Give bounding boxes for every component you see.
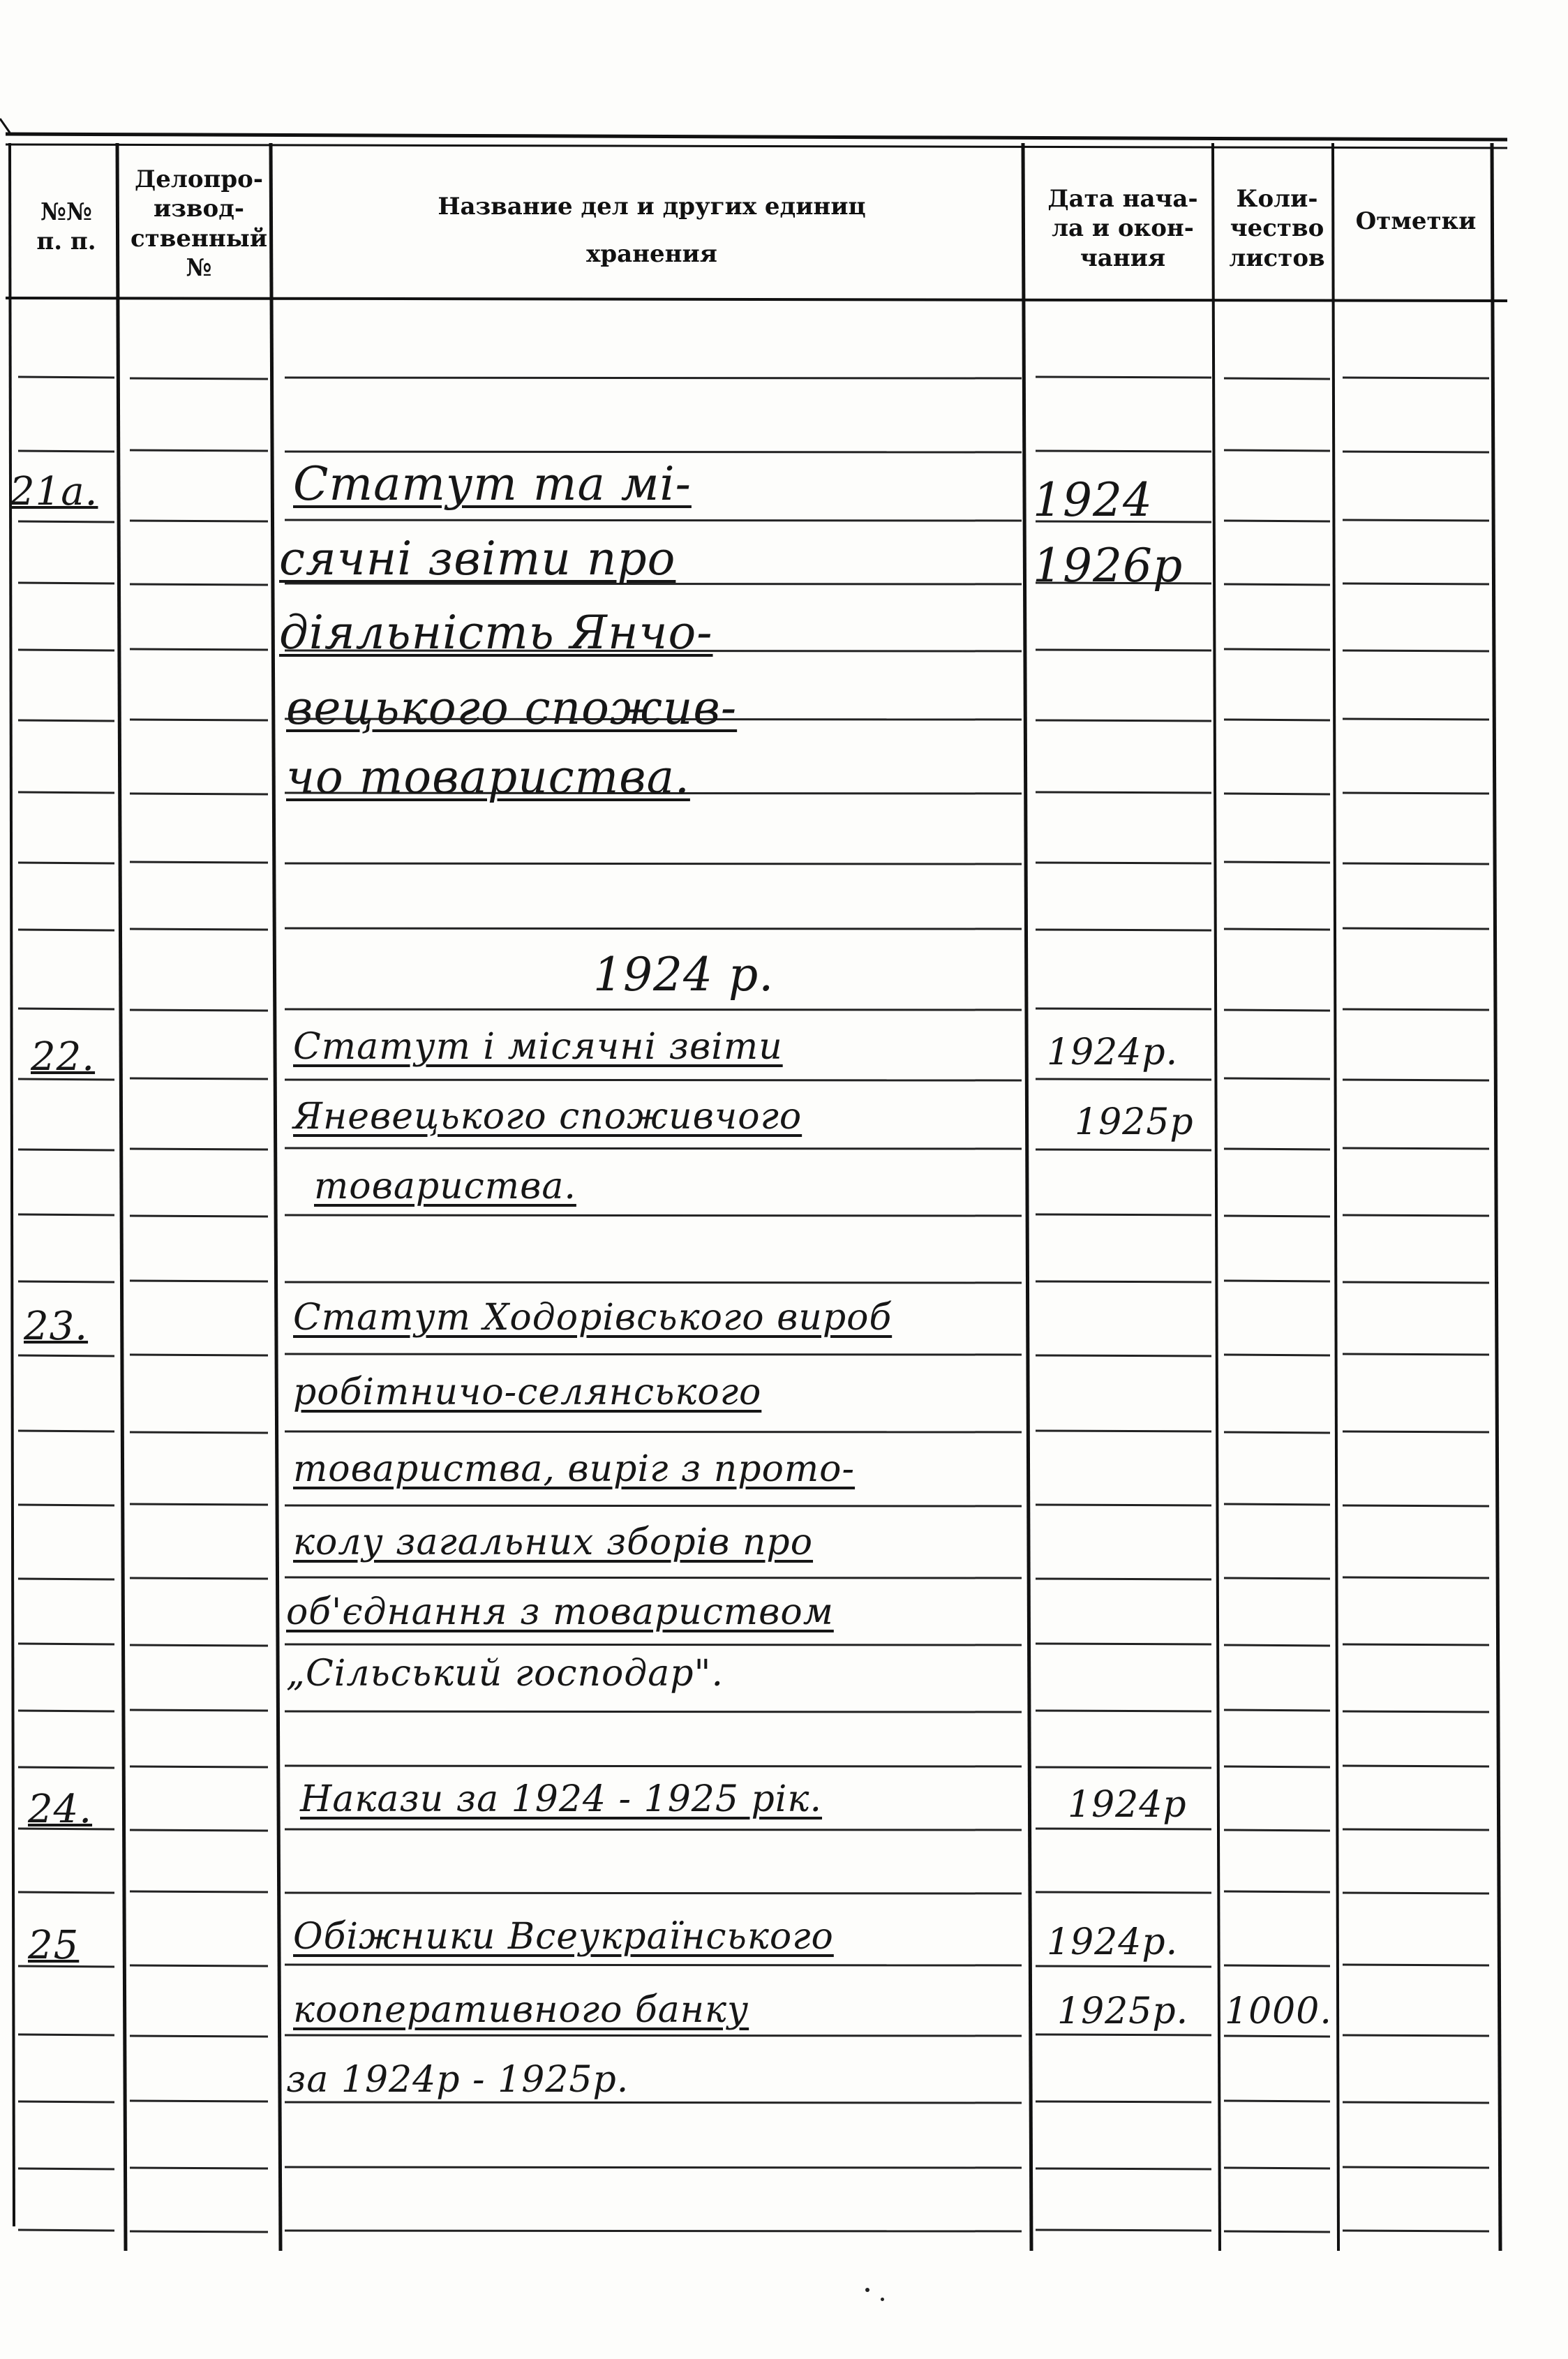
ruling-line — [285, 2035, 1022, 2036]
ruling-line — [18, 1281, 114, 1282]
header-col-dates: Дата нача- ла и окон- чания — [1047, 184, 1198, 272]
ruling-line — [18, 377, 114, 378]
ruling-line — [130, 1432, 268, 1433]
ruling-line — [285, 2167, 1022, 2168]
ruling-line — [130, 1830, 268, 1831]
ruling-line — [1036, 451, 1211, 452]
ruling-line — [1343, 719, 1489, 720]
ruling-line — [1343, 2102, 1489, 2103]
ruling-line — [1036, 2230, 1211, 2231]
entry-number: 24. — [28, 1787, 93, 1832]
entry-date-end: 1925р — [1075, 1101, 1194, 1143]
ruling-line — [1036, 1767, 1211, 1768]
entry-date-end: 1925р. — [1057, 1990, 1189, 2032]
entry-title-line: кооперативного банку — [293, 1989, 749, 2031]
ruling-line — [1343, 1148, 1489, 1149]
ruling-line — [130, 1010, 268, 1011]
ruling-line — [18, 2034, 114, 2035]
ruling-line — [285, 1431, 1022, 1432]
entry-number: 25 — [28, 1923, 80, 1968]
ruling-line — [1224, 1504, 1330, 1505]
entry-title-line: Накази за 1924 - 1925 рік. — [300, 1778, 823, 1820]
ruling-line — [1224, 649, 1330, 650]
ruling-line — [285, 1505, 1022, 1506]
ruling-line — [1343, 2035, 1489, 2036]
ruling-line — [130, 1645, 268, 1646]
ruling-line — [18, 1149, 114, 1150]
ruling-line — [18, 521, 114, 522]
ruling-line — [18, 2168, 114, 2169]
ruling-line — [1343, 520, 1489, 521]
entry-title-line: чо товариства. — [286, 750, 690, 804]
ruling-line — [285, 1215, 1022, 1216]
ruling-line — [1036, 2034, 1211, 2035]
ruling-line — [1224, 2036, 1330, 2037]
scan-speck — [881, 2298, 884, 2301]
ruling-line — [285, 863, 1022, 864]
ruling-line — [1036, 720, 1211, 721]
entry-title-line: „Сільський господар". — [286, 1653, 724, 1695]
entry-date-end: 1926р — [1033, 539, 1184, 593]
ruling-line — [1224, 2231, 1330, 2232]
ruling-line — [285, 1644, 1022, 1645]
ruling-line — [1224, 1578, 1330, 1579]
header-col-office-num: Делопро- извод- ственный № — [130, 165, 268, 282]
ruling-line — [18, 1892, 114, 1893]
ruling-line — [1224, 1710, 1330, 1711]
entry-date-start: 1924 — [1033, 473, 1153, 527]
ruling-line — [1036, 1214, 1211, 1215]
ruling-line — [285, 1354, 1022, 1355]
ruling-line — [18, 451, 114, 452]
ruling-line — [18, 1767, 114, 1768]
ruling-line — [130, 450, 268, 451]
ruling-line — [1224, 929, 1330, 930]
ruling-line — [1036, 1892, 1211, 1893]
ruling-line — [1224, 1965, 1330, 1966]
entry-number: 23. — [24, 1304, 89, 1349]
ruling-line — [130, 1965, 268, 1966]
ruling-line — [1224, 862, 1330, 863]
ruling-line — [1224, 1645, 1330, 1646]
ruling-line — [1224, 1010, 1330, 1011]
ruling-line — [1343, 863, 1489, 864]
ruling-line — [1343, 928, 1489, 929]
ruling-line — [130, 2036, 268, 2037]
ruling-line — [285, 928, 1022, 929]
entry-number: 22. — [31, 1034, 96, 1080]
entry-title-line: товариства, виріг з прото- — [293, 1448, 856, 1490]
entry-title-line: за 1924р - 1925р. — [286, 2059, 629, 2101]
ruling-line — [130, 378, 268, 379]
ruling-line — [18, 2101, 114, 2102]
header-col-sheets: Коли- чество листов — [1229, 184, 1325, 272]
entry-title-line: робітничо-селянського — [293, 1371, 762, 1413]
ruling-line — [18, 1355, 114, 1356]
ruling-line — [130, 649, 268, 650]
header-col-notes: Отметки — [1355, 207, 1477, 236]
ruling-line — [1036, 2101, 1211, 2102]
ruling-line — [130, 1710, 268, 1711]
entry-title-line: Статут та мі- — [293, 457, 692, 511]
entry-title-line: діяльність Янчо- — [279, 606, 713, 660]
ruling-line — [1343, 583, 1489, 584]
scan-speck — [865, 2288, 869, 2292]
ruling-line — [285, 1711, 1022, 1712]
ruling-line — [130, 1578, 268, 1579]
ruling-line — [1343, 1829, 1489, 1830]
ruling-line — [1343, 1431, 1489, 1432]
ruling-line — [1036, 1149, 1211, 1150]
entry-date-start: 1924р — [1068, 1784, 1187, 1826]
entry-date-start: 1924р. — [1047, 1032, 1179, 1073]
ruling-line — [1036, 1355, 1211, 1356]
ruling-line — [285, 1829, 1022, 1830]
entry-title-line: об'єднання з товариством — [286, 1591, 834, 1633]
ruling-line — [1343, 1711, 1489, 1712]
entry-title-line: Яневецького споживчого — [293, 1096, 802, 1138]
ruling-line — [1343, 793, 1489, 794]
ruling-line — [285, 1148, 1022, 1149]
entry-title-line: Обіжники Всеукраїнського — [293, 1916, 834, 1958]
ruling-line — [1343, 1505, 1489, 1506]
ruling-line — [18, 792, 114, 793]
entry-date-start: 1924р. — [1047, 1921, 1179, 1963]
ruling-line — [130, 2231, 268, 2232]
ruling-line — [130, 1766, 268, 1767]
ruling-line — [285, 1577, 1022, 1578]
ruling-line — [1036, 792, 1211, 793]
ruling-line — [1224, 378, 1330, 379]
entry-title-line: колу загальних зборів про — [293, 1521, 814, 1563]
ruling-line — [1343, 1009, 1489, 1010]
ruling-line — [130, 1891, 268, 1892]
entry-title-line: Статут Ходорівського вироб — [293, 1297, 893, 1339]
ruling-line — [1036, 2168, 1211, 2169]
ruling-line — [1036, 1281, 1211, 1282]
ruling-line — [1224, 450, 1330, 451]
ruling-line — [18, 2230, 114, 2231]
ruling-line — [1343, 650, 1489, 651]
entry-title-line: Статут і місячні звіти — [293, 1026, 783, 1068]
entry-sheet-count: 1000. — [1225, 1990, 1332, 2032]
header-col-num: №№ п. п. — [36, 198, 96, 255]
ruling-line — [18, 720, 114, 721]
ruling-line — [1343, 1644, 1489, 1645]
ruling-line — [1343, 2167, 1489, 2168]
ruling-line — [1343, 1354, 1489, 1355]
ruling-line — [1343, 1577, 1489, 1578]
entry-title-line: вецького спожив- — [286, 681, 738, 735]
ruling-line — [130, 862, 268, 863]
header-col-title: Название дел и других единиц хранения — [438, 193, 866, 268]
ruling-line — [1036, 1966, 1211, 1967]
ruling-line — [130, 929, 268, 930]
ruling-line — [285, 1009, 1022, 1010]
entry-title-line: сячні звіти про — [279, 532, 676, 586]
ruling-line — [285, 2102, 1022, 2103]
entry-title-line: товариства. — [314, 1166, 576, 1207]
ruling-line — [285, 1282, 1022, 1283]
year-heading: 1924 р. — [593, 948, 775, 1002]
ruling-line — [130, 584, 268, 585]
ruling-line — [1224, 584, 1330, 585]
ruling-line — [1224, 1891, 1330, 1892]
entry-number: 21а. — [10, 469, 98, 514]
ruling-line — [130, 1504, 268, 1505]
ruling-line — [1224, 1830, 1330, 1831]
ruling-line — [130, 1078, 268, 1079]
ruling-line — [1224, 1078, 1330, 1079]
ruling-line — [1036, 1079, 1211, 1080]
ruling-line — [18, 1214, 114, 1215]
ruling-line — [1224, 1766, 1330, 1767]
ruling-line — [285, 520, 1022, 521]
ruling-line — [1343, 1282, 1489, 1283]
ruling-line — [1343, 1215, 1489, 1216]
ruling-line — [1224, 1432, 1330, 1433]
ruling-line — [1036, 377, 1211, 378]
